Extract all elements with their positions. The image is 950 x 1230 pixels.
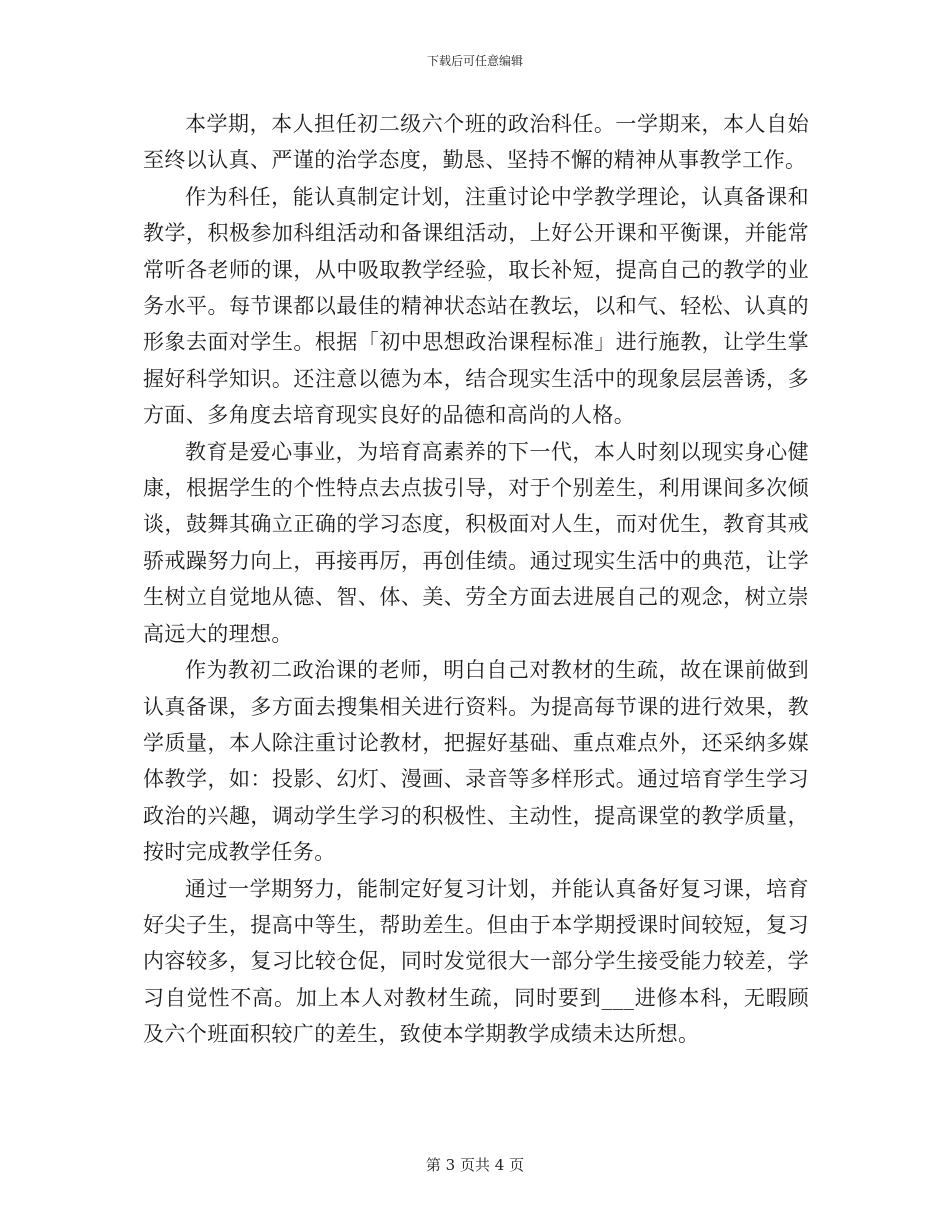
paragraph: 教育是爱心事业，为培育高素养的下一代，本人时刻以现实身心健康，根据学生的个性特点去点拔引导，对于个别差生，利用课间多次倾谈，鼓舞其确立正确的学习态度，积极面对人生，而对优生，教育其戒骄戒躁努力向上，再接再厉，再创佳绩。通过现实生活中的典范，让学生树立自觉地从德、智、体、美、劳全方面去进展自己的观念，树立崇高远大的理想。 [143, 439, 809, 646]
paragraph: 作为教初二政治课的老师，明白自己对教材的生疏，故在课前做到认真备课，多方面去搜集相关进行资料。为提高每节课的进行效果，教学质量，本人除注重讨论教材，把握好基础、重点难点外，还采纳多媒体教学，如：投影、幻灯、漫画、录音等多样形式。通过培育学生学习政治的兴趣，调动学生学习的积极性、主动性，提高课堂的教学质量，按时完成教学任务。 [143, 658, 809, 865]
paragraph: 通过一学期努力，能制定好复习计划，并能认真备好复习课，培育好尖子生，提高中等生，帮助差生。但由于本学期授课时间较短，复习内容较多，复习比较仓促，同时发觉很大一部分学生接受能力较差，学习自觉性不高。加上本人对教材生疏，同时要到___进修本科，无暇顾及六个班面积较广的差生，致使本学期教学成绩未达所想。 [143, 876, 809, 1047]
page-header: 下载后可任意编辑 [426, 54, 523, 68]
paragraph: 本学期，本人担任初二级六个班的政治科任。一学期来，本人自始至终以认真、严谨的治学态度，勤恳、坚持不懈的精神从事教学工作。 [143, 112, 809, 173]
document-body [143, 106, 809, 1053]
page-footer: 第 3 页共 4 页 [425, 1156, 525, 1174]
paragraph: 作为科任，能认真制定计划，注重讨论中学教学理论，认真备课和教学，积极参加科组活动和备课组活动，上好公开课和平衡课，并能常常听各老师的课，从中吸取教学经验，取长补短，提高自己的教学的业务水平。每节课都以最佳的精神状态站在教坛，以和气、轻松、认真的形象去面对学生。根据「初中思想政治课程标准」进行施教，让学生掌握好科学知识。还注意以德为本，结合现实生活中的现象层层善诱，多方面、多角度去培育现实良好的品德和高尚的人格。 [143, 184, 809, 428]
